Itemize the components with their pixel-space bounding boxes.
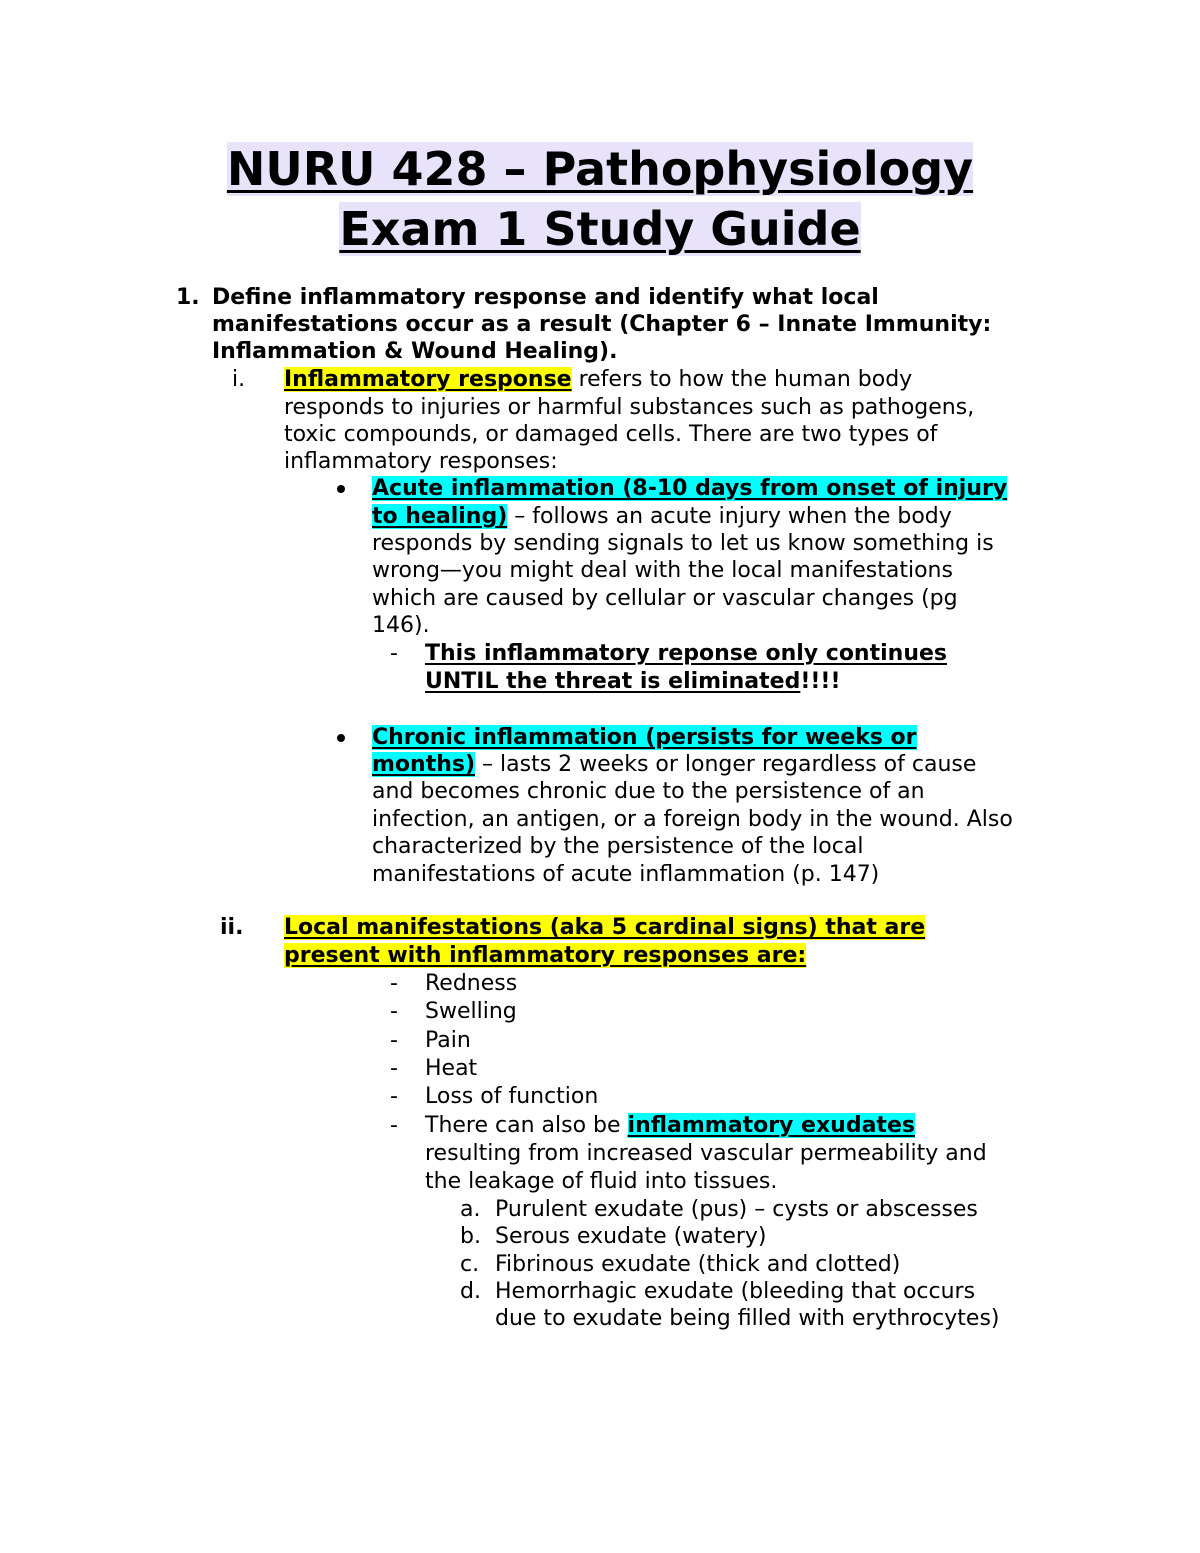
item-i-marker: i.	[232, 367, 246, 392]
exudate-d-text: Hemorrhagic exudate (bleeding that occurs	[495, 1279, 976, 1304]
exudate-intro-line-3: the leakage of fluid into tissues.	[425, 1169, 778, 1194]
chronic-line-3: and becomes chronic due to the persistence of an	[372, 779, 925, 804]
sign-redness: Redness	[425, 971, 518, 996]
acute-heading-line-1: Acute inflammation (8-10 days from onset of injury	[372, 476, 1008, 501]
chronic-heading-line-1: Chronic inflammation (persists for weeks or	[372, 725, 917, 750]
acute-note-line-2: UNTIL the threat is eliminated!!!!	[425, 669, 841, 694]
exudate-c-letter: c.	[460, 1252, 480, 1277]
sign-dash: -	[390, 1084, 398, 1109]
inflammatory-exudates-term: inflammatory exudates	[627, 1113, 915, 1138]
acute-line-2: to healing) – follows an acute injury when the body	[372, 504, 952, 529]
acute-line-6: 146).	[372, 613, 430, 638]
exudate-c-text: Fibrinous exudate (thick and clotted)	[495, 1252, 901, 1277]
acute-bullet	[337, 485, 345, 493]
sign-dash: -	[390, 971, 398, 996]
chronic-line-2: months) – lasts 2 weeks or longer regardless of cause	[372, 752, 977, 777]
question-1-text-line-1: Define inflammatory response and identify what local	[212, 285, 879, 310]
exudate-intro-line-2: resulting from increased vascular permeability and	[425, 1141, 987, 1166]
exudate-b-text: Serous exudate (watery)	[495, 1224, 767, 1249]
item-i-line-4: inflammatory responses:	[284, 449, 558, 474]
chronic-bullet	[337, 734, 345, 742]
sign-pain: Pain	[425, 1028, 471, 1053]
chronic-line-5: characterized by the persistence of the local	[372, 834, 864, 859]
item-i-line-1: Inflammatory response refers to how the human body	[284, 367, 913, 392]
acute-line-3: responds by sending signals to let us know something is	[372, 531, 994, 556]
item-ii-heading-line-1: Local manifestations (aka 5 cardinal signs) that are	[284, 915, 926, 940]
exudate-a-text: Purulent exudate (pus) – cysts or abscesses	[495, 1197, 978, 1222]
document-title-line-1: NURU 428 – Pathophysiology	[226, 142, 974, 196]
item-ii-heading-line-2: present with inflammatory responses are:	[284, 943, 807, 968]
item-i-line-3: toxic compounds, or damaged cells. There are two types of	[284, 422, 938, 447]
sign-swelling: Swelling	[425, 999, 517, 1024]
sign-loss-of-function: Loss of function	[425, 1084, 599, 1109]
question-1-number: 1.	[176, 285, 200, 310]
exudate-d-letter: d.	[460, 1279, 481, 1304]
acute-line-4: wrong—you might deal with the local manifestations	[372, 558, 953, 583]
exudate-intro-line-1: There can also be inflammatory exudates	[425, 1113, 915, 1138]
chronic-line-4: infection, an antigen, or a foreign body in the wound. Also	[372, 807, 1013, 832]
chronic-line-6: manifestations of acute inflammation (p. 147)	[372, 862, 880, 887]
document-title-line-2: Exam 1 Study Guide	[339, 202, 861, 256]
question-1-text-line-2: manifestations occur as a result (Chapter 6 – Innate Immunity:	[212, 312, 992, 337]
acute-note-dash: -	[390, 641, 398, 666]
exudate-b-letter: b.	[460, 1224, 481, 1249]
sign-heat: Heat	[425, 1056, 478, 1081]
sign-dash: -	[390, 1028, 398, 1053]
exudate-dash: -	[390, 1113, 398, 1138]
inflammatory-response-term: Inflammatory response	[284, 367, 572, 392]
item-i-line-2: responds to injuries or harmful substances such as pathogens,	[284, 395, 975, 420]
acute-line-5: which are caused by cellular or vascular changes (pg	[372, 586, 958, 611]
acute-note-line-1: This inflammatory reponse only continues	[425, 641, 947, 666]
sign-dash: -	[390, 1056, 398, 1081]
question-1-text-line-3: Inflammation & Wound Healing).	[212, 339, 618, 364]
item-ii-marker: ii.	[220, 915, 244, 940]
sign-dash: -	[390, 999, 398, 1024]
exudate-a-letter: a.	[460, 1197, 481, 1222]
exudate-d-text-line-2: due to exudate being filled with erythrocytes)	[495, 1306, 1000, 1331]
